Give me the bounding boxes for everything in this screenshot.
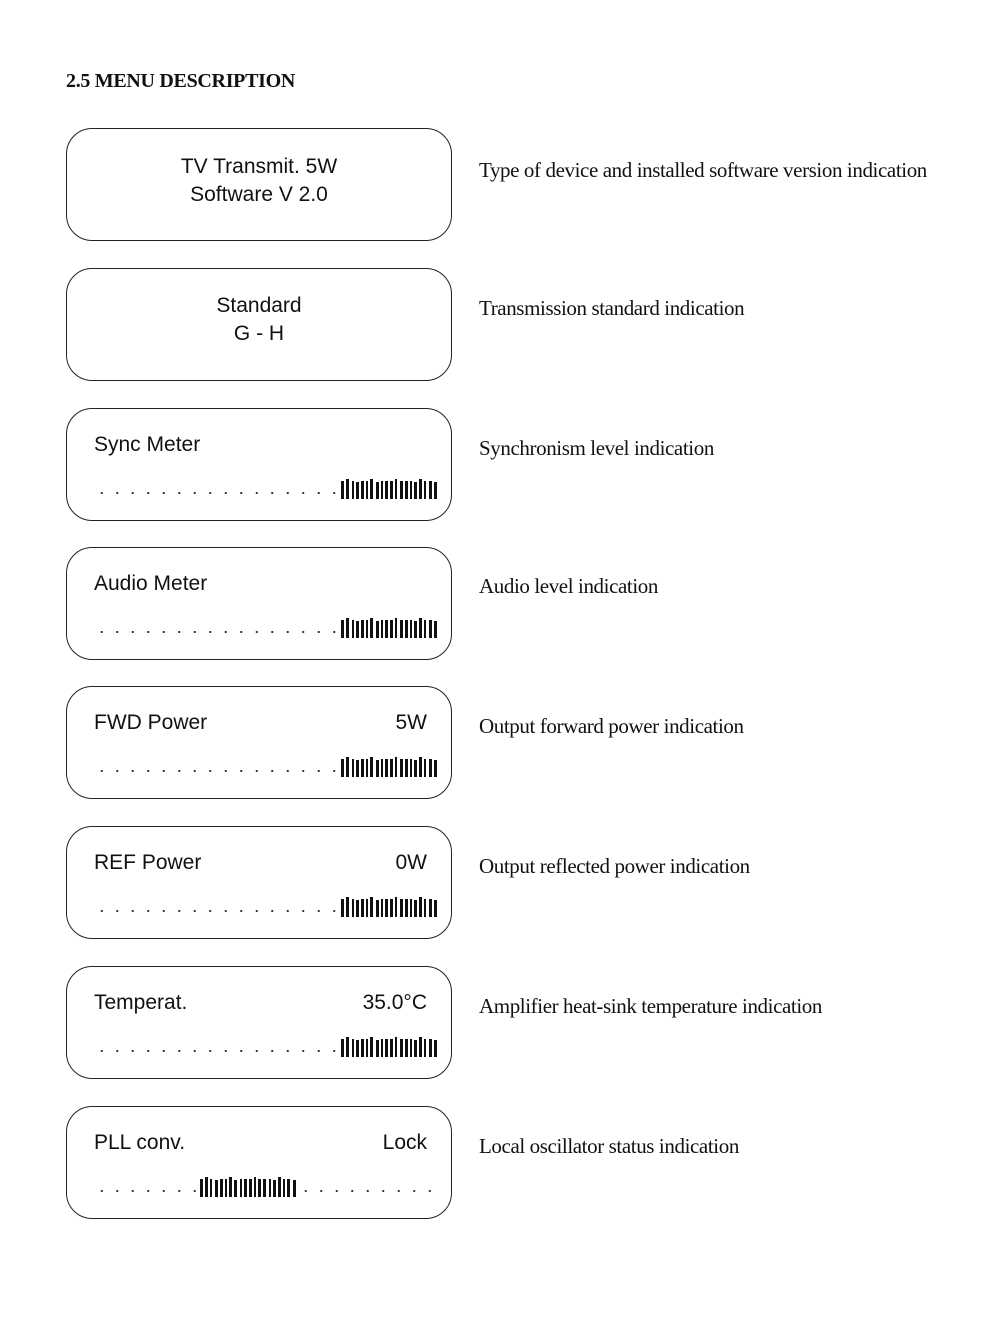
meter-segment	[434, 1040, 437, 1057]
meter-segment	[346, 1037, 349, 1057]
meter-segment	[341, 759, 344, 777]
lcd-screen-device-info	[66, 128, 452, 241]
meter-segment	[429, 1039, 432, 1057]
meter-filled-bars	[341, 897, 439, 917]
meter-segment	[366, 899, 368, 917]
meter-segment	[361, 899, 364, 917]
meter-segment	[385, 481, 388, 499]
level-meter	[94, 614, 439, 638]
lcd-label: REF Power	[94, 851, 202, 874]
meter-empty-dots-left	[94, 1190, 200, 1192]
meter-segment	[287, 1179, 290, 1197]
meter-segment	[376, 621, 379, 638]
meter-segment	[356, 482, 359, 499]
meter-segment	[414, 621, 417, 638]
meter-segment	[429, 481, 432, 499]
meter-segment	[419, 757, 422, 777]
meter-segment	[405, 759, 408, 777]
meter-segment	[352, 481, 354, 499]
description-audio-meter: Audio level indication	[479, 574, 658, 598]
meter-segment	[366, 1039, 368, 1057]
meter-segment	[419, 618, 422, 638]
meter-segment	[346, 618, 349, 638]
meter-empty-dots	[94, 631, 341, 633]
meter-segment	[429, 620, 432, 638]
description-fwd-power: Output forward power indication	[479, 714, 744, 738]
meter-segment	[424, 1039, 426, 1057]
meter-segment	[356, 621, 359, 638]
lcd-screen-sync-meter	[66, 408, 452, 521]
meter-segment	[341, 620, 344, 638]
meter-segment	[400, 1039, 403, 1057]
meter-filled-bars	[341, 479, 439, 499]
meter-segment	[263, 1179, 266, 1197]
description-standard: Transmission standard indication	[479, 296, 745, 320]
meter-segment	[225, 1179, 227, 1197]
lcd-screen-fwd-power	[66, 686, 452, 799]
meter-segment	[370, 479, 373, 499]
meter-segment	[410, 899, 412, 917]
meter-segment	[205, 1177, 208, 1197]
meter-segment	[410, 481, 412, 499]
meter-segment	[419, 1037, 422, 1057]
meter-segment	[395, 618, 397, 638]
meter-segment	[229, 1177, 232, 1197]
meter-segment	[258, 1179, 261, 1197]
meter-segment	[381, 1039, 383, 1057]
lcd-label: Temperat.	[94, 991, 188, 1014]
meter-segment	[400, 899, 403, 917]
meter-segment	[414, 900, 417, 917]
meter-segment	[381, 899, 383, 917]
description-pll: Local oscillator status indication	[479, 1134, 739, 1158]
meter-segment	[390, 1039, 393, 1057]
meter-segment	[414, 482, 417, 499]
lcd-value: Lock	[382, 1131, 427, 1154]
meter-segment	[405, 620, 408, 638]
meter-filled-bars	[341, 757, 439, 777]
meter-segment	[424, 899, 426, 917]
lcd-screen-pll	[66, 1106, 452, 1219]
meter-segment	[366, 759, 368, 777]
meter-segment	[395, 897, 397, 917]
meter-segment	[424, 481, 426, 499]
meter-segment	[356, 760, 359, 777]
meter-segment	[410, 620, 412, 638]
meter-segment	[215, 1180, 218, 1197]
meter-empty-dots	[94, 770, 341, 772]
meter-segment	[352, 759, 354, 777]
lcd-line-1: Standard	[216, 294, 302, 317]
meter-segment	[400, 620, 403, 638]
meter-segment	[370, 1037, 373, 1057]
meter-segment	[414, 760, 417, 777]
meter-segment	[385, 899, 388, 917]
meter-filled-bars	[341, 1037, 439, 1057]
description-device-info: Type of device and installed software version indication	[479, 158, 927, 182]
meter-empty-dots	[94, 910, 341, 912]
meter-segment	[395, 1037, 397, 1057]
meter-segment	[390, 899, 393, 917]
meter-segment	[361, 759, 364, 777]
meter-segment	[278, 1177, 281, 1197]
meter-segment	[370, 757, 373, 777]
meter-segment	[400, 481, 403, 499]
lcd-screen-audio-meter	[66, 547, 452, 660]
meter-segment	[376, 1040, 379, 1057]
meter-segment	[424, 620, 426, 638]
meter-segment	[395, 757, 397, 777]
meter-segment	[419, 479, 422, 499]
meter-segment	[361, 620, 364, 638]
meter-segment	[376, 482, 379, 499]
lcd-label: FWD Power	[94, 711, 208, 734]
meter-segment	[376, 760, 379, 777]
meter-segment	[346, 897, 349, 917]
meter-segment	[429, 759, 432, 777]
meter-segment	[293, 1180, 296, 1197]
meter-segment	[429, 899, 432, 917]
meter-segment	[400, 759, 403, 777]
meter-segment	[381, 481, 383, 499]
meter-segment	[361, 1039, 364, 1057]
meter-segment	[405, 481, 408, 499]
meter-segment	[385, 759, 388, 777]
meter-segment	[220, 1179, 223, 1197]
lcd-screen-temperature	[66, 966, 452, 1079]
meter-segment	[352, 1039, 354, 1057]
meter-empty-dots-right	[298, 1190, 439, 1192]
meter-segment	[240, 1179, 242, 1197]
meter-segment	[390, 759, 393, 777]
meter-segment	[434, 482, 437, 499]
meter-segment	[356, 1040, 359, 1057]
meter-segment	[414, 1040, 417, 1057]
meter-segment	[419, 897, 422, 917]
meter-filled-bars	[200, 1177, 298, 1197]
meter-segment	[424, 759, 426, 777]
meter-segment	[376, 900, 379, 917]
meter-segment	[352, 620, 354, 638]
meter-segment	[366, 481, 368, 499]
meter-segment	[346, 479, 349, 499]
lcd-screen-ref-power	[66, 826, 452, 939]
meter-segment	[434, 621, 437, 638]
meter-segment	[381, 620, 383, 638]
meter-segment	[366, 620, 368, 638]
meter-segment	[410, 759, 412, 777]
meter-segment	[390, 481, 393, 499]
meter-filled-bars	[341, 618, 439, 638]
lcd-value: 5W	[395, 711, 427, 734]
meter-empty-dots	[94, 1050, 341, 1052]
lcd-screen-standard	[66, 268, 452, 381]
meter-segment	[283, 1179, 285, 1197]
meter-segment	[234, 1180, 237, 1197]
lcd-line-2: Software V 2.0	[190, 183, 328, 206]
meter-segment	[254, 1177, 256, 1197]
meter-segment	[410, 1039, 412, 1057]
meter-segment	[273, 1180, 276, 1197]
meter-segment	[269, 1179, 271, 1197]
lcd-label: Sync Meter	[94, 433, 201, 456]
section-heading: 2.5 MENU DESCRIPTION	[66, 70, 296, 92]
meter-segment	[356, 900, 359, 917]
meter-segment	[361, 481, 364, 499]
meter-segment	[434, 760, 437, 777]
meter-segment	[352, 899, 354, 917]
description-ref-power: Output reflected power indication	[479, 854, 750, 878]
meter-segment	[244, 1179, 247, 1197]
description-sync-meter: Synchronism level indication	[479, 436, 714, 460]
meter-segment	[200, 1179, 203, 1197]
lcd-label: PLL conv.	[94, 1131, 186, 1154]
meter-segment	[341, 899, 344, 917]
meter-segment	[395, 479, 397, 499]
lcd-value: 0W	[395, 851, 427, 874]
level-meter	[94, 893, 439, 917]
meter-segment	[370, 618, 373, 638]
meter-segment	[381, 759, 383, 777]
level-meter	[94, 475, 439, 499]
meter-segment	[434, 900, 437, 917]
level-meter-centered	[94, 1173, 439, 1197]
meter-segment	[210, 1179, 212, 1197]
meter-segment	[341, 1039, 344, 1057]
lcd-value: 35.0°C	[362, 991, 427, 1014]
level-meter	[94, 1033, 439, 1057]
meter-segment	[341, 481, 344, 499]
meter-segment	[385, 1039, 388, 1057]
meter-segment	[390, 620, 393, 638]
meter-segment	[370, 897, 373, 917]
description-temperature: Amplifier heat-sink temperature indication	[479, 994, 822, 1018]
meter-segment	[346, 757, 349, 777]
lcd-label: Audio Meter	[94, 572, 208, 595]
meter-empty-dots	[94, 492, 341, 494]
lcd-line-1: TV Transmit. 5W	[180, 155, 338, 178]
level-meter	[94, 753, 439, 777]
meter-segment	[405, 1039, 408, 1057]
meter-segment	[249, 1179, 252, 1197]
meter-segment	[405, 899, 408, 917]
lcd-line-2: G - H	[233, 322, 285, 345]
meter-segment	[385, 620, 388, 638]
